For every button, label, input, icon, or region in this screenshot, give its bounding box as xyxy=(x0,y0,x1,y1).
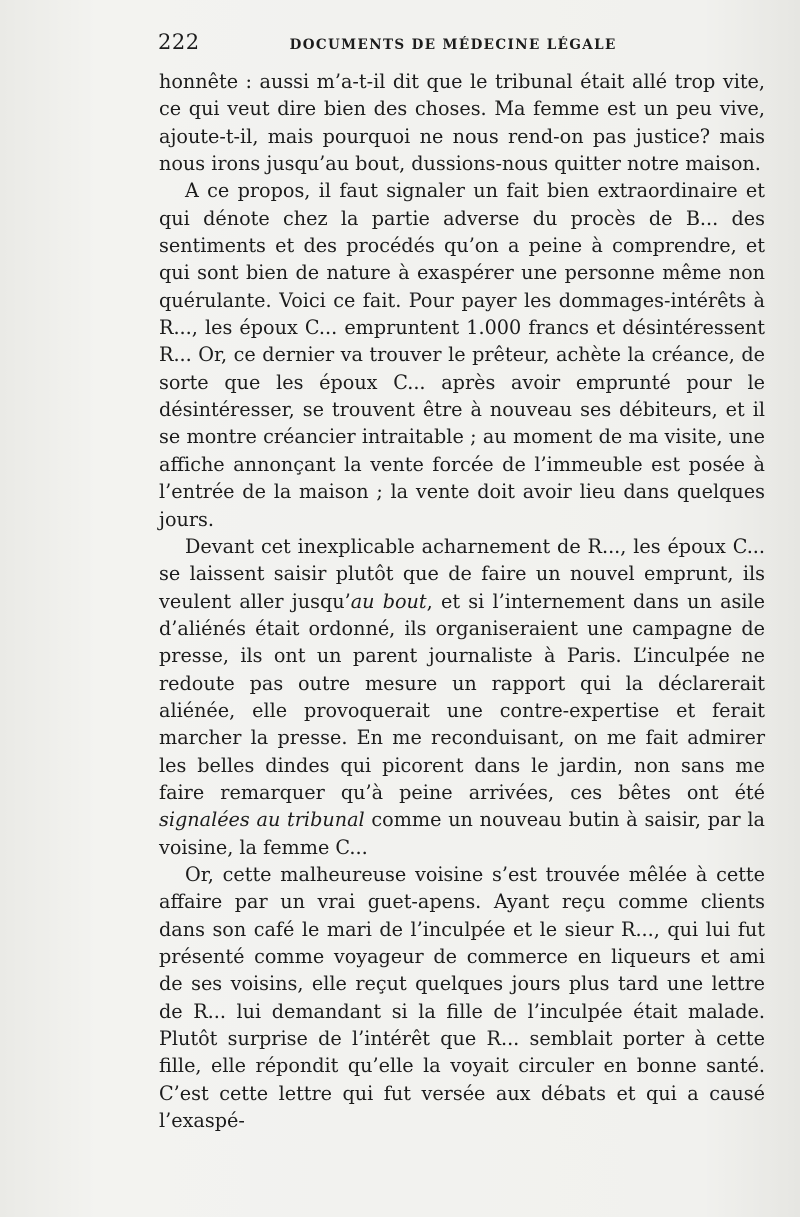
paragraph-1 xyxy=(159,68,765,177)
body-text xyxy=(159,68,765,1134)
text-segment: honnête : aussi m’a-t-il dit que le tribunal était allé trop vite, ce qui veut dire bien des choses. Ma femme est un peu vive, ajoute-t-il, mais pourquoi ne nous rend-on pas justice? mais nous irons jusqu’au bout, dussions-nous quitter notre maison. xyxy=(159,70,765,176)
italic-text-segment: signalées au tribunal xyxy=(159,808,365,832)
text-segment: Or, cette malheureuse voisine s’est trouvée mêlée à cette affaire par un vrai guet-apens. Ayant reçu comme clients dans son café le mari de l’inculpée et le sieur R..., qui lui fut présenté comme voyageur de commerce en liqueurs et ami de ses voisins, elle reçut quelques jours plus tard une lettre de R... lui demandant si la fille de l’inculpée était malade. Plutôt surprise de l’intérêt que R... semblait porter à cette fille, elle répondit qu’elle la voyait circuler en bonne santé. C’est cette lettre qui fut versée aux débats et qui a causé l’exaspé- xyxy=(159,862,765,1133)
page-header xyxy=(158,30,764,60)
text-segment: A ce propos, il faut signaler un fait bien extraordinaire et qui dénote chez la partie adverse du procès de B... des sentiments et des procédés qu’on a peine à comprendre, et qui sont bien de nature à exaspérer une personne même non quérulante. Voici ce fait. Pour payer les dommages-intérêts à R..., les époux C... empruntent 1.000 francs et désintéressent R... Or, ce dernier va trouver le prêteur, achète la créance, de sorte que les époux C... après avoir emprunté pour le désintéresser, se trouvent être à nouveau ses débiteurs, et il se montre créancier intraitable ; au moment de ma visite, une affiche annonçant la vente forcée de l’immeuble est posée à l’entrée de la maison ; la vente doit avoir lieu dans quelques jours. xyxy=(159,179,765,531)
text-segment: Devant cet inexplicable acharnement de R..., les époux C... se laissent saisir plutôt que de faire un nouvel emprunt, ils veulent aller jusqu’ xyxy=(159,534,765,613)
running-title: DOCUMENTS DE MÉDECINE LÉGALE xyxy=(289,37,617,53)
paragraph-3 xyxy=(159,533,765,861)
paragraph-2 xyxy=(159,177,765,532)
text-segment: comme un nouveau butin à saisir, par la voisine, la femme C... xyxy=(159,808,765,859)
paragraph-4 xyxy=(159,861,765,1134)
page-number: 222 xyxy=(158,30,200,54)
italic-text-segment: au bout xyxy=(350,589,427,613)
text-segment: , et si l’internement dans un asile d’aliénés était ordonné, ils organiseraient une campagne de presse, ils ont un parent journaliste à Paris. L’inculpée ne redoute pas outre mesure un rapport qui la déclarerait aliénée, elle provoquerait une contre-expertise et ferait marcher la presse. En me reconduisant, on me fait admirer les belles dindes qui picorent dans le jardin, non sans me faire remarquer qu’à peine arrivées, ces bêtes ont été xyxy=(159,589,765,804)
